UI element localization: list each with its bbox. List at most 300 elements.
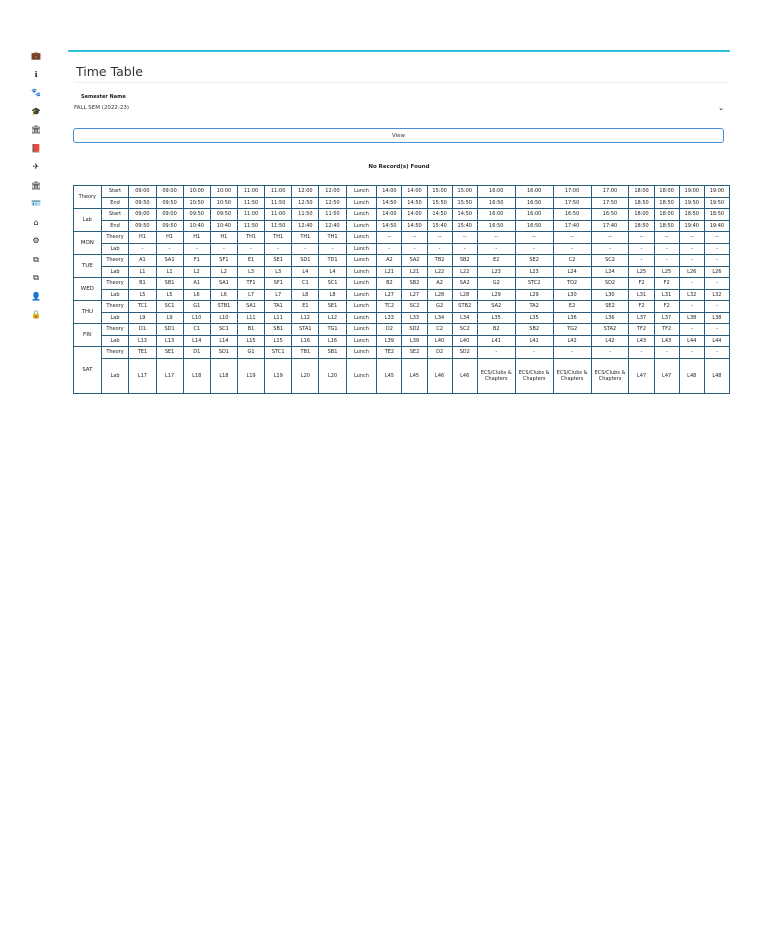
table-cell: C1	[292, 278, 319, 290]
table-cell: G1	[237, 347, 264, 359]
table-cell: C2	[553, 255, 591, 267]
table-cell: 18:00	[629, 209, 654, 221]
title-divider	[74, 82, 728, 83]
table-cell: 19:40	[679, 220, 704, 232]
row-label: Theory	[101, 278, 129, 290]
table-cell: SD1	[210, 347, 237, 359]
table-cell: L7	[237, 289, 264, 301]
table-cell: SF1	[265, 278, 292, 290]
home-icon[interactable]: ⌂	[33, 217, 39, 227]
table-cell: 14:00	[402, 186, 427, 198]
table-cell: -	[679, 324, 704, 336]
table-cell: L41	[515, 335, 553, 347]
table-cell: -	[704, 278, 729, 290]
institution-alt-icon[interactable]: 🏛	[30, 180, 42, 190]
table-cell: 19:00	[679, 186, 704, 198]
table-cell: L7	[265, 289, 292, 301]
lunch-cell: Lunch	[346, 243, 377, 255]
table-cell: SD1	[292, 255, 319, 267]
table-cell: L20	[319, 358, 346, 393]
table-cell: SA2	[402, 255, 427, 267]
network-alt-icon[interactable]: ⧉	[33, 273, 39, 282]
table-cell: 12:00	[319, 186, 346, 198]
table-cell: L18	[183, 358, 210, 393]
table-cell: STB1	[210, 301, 237, 313]
table-cell: H1	[210, 232, 237, 244]
table-cell: 17:00	[553, 186, 591, 198]
table-cell: E2	[477, 255, 515, 267]
table-cell: -	[553, 243, 591, 255]
table-cell: L38	[704, 312, 729, 324]
table-cell: D1	[129, 324, 156, 336]
table-cell: D1	[183, 347, 210, 359]
table-cell: 14:00	[377, 186, 402, 198]
table-cell: L26	[679, 266, 704, 278]
day-label: THU	[74, 301, 102, 324]
table-cell: 15:50	[427, 197, 452, 209]
table-cell: L44	[704, 335, 729, 347]
table-cell: L40	[452, 335, 477, 347]
table-cell: H1	[183, 232, 210, 244]
table-cell: E1	[237, 255, 264, 267]
table-cell: TF1	[237, 278, 264, 290]
table-cell: 11:50	[237, 197, 264, 209]
table-cell: F1	[183, 255, 210, 267]
table-cell: D2	[427, 347, 452, 359]
table-cell: 11:00	[237, 186, 264, 198]
row-label: Theory	[101, 232, 129, 244]
table-cell: SA1	[210, 278, 237, 290]
table-cell: 14:00	[402, 209, 427, 221]
table-cell: --	[377, 232, 402, 244]
table-cell: L28	[452, 289, 477, 301]
table-cell: 09:00	[129, 186, 156, 198]
table-cell: SA2	[452, 278, 477, 290]
table-cell: STC2	[515, 278, 553, 290]
table-cell: -	[377, 243, 402, 255]
row-label: End	[101, 197, 129, 209]
table-cell: L34	[452, 312, 477, 324]
table-cell: L22	[452, 266, 477, 278]
table-cell: 16:00	[477, 186, 515, 198]
table-cell: TH1	[319, 232, 346, 244]
table-cell: --	[553, 232, 591, 244]
table-cell: -	[265, 243, 292, 255]
table-cell: L33	[377, 312, 402, 324]
table-cell: --	[452, 232, 477, 244]
lunch-cell: Lunch	[346, 209, 377, 221]
table-cell: 11:50	[265, 220, 292, 232]
table-cell: 16:50	[515, 197, 553, 209]
table-cell: SB2	[402, 278, 427, 290]
lunch-cell: Lunch	[346, 186, 377, 198]
table-cell: 16:50	[477, 197, 515, 209]
row-label: Theory	[101, 301, 129, 313]
table-cell: -	[237, 243, 264, 255]
table-cell: 16:00	[515, 209, 553, 221]
table-cell: E1	[292, 301, 319, 313]
table-cell: -	[402, 243, 427, 255]
table-cell: 09:50	[210, 209, 237, 221]
table-cell: SC2	[452, 324, 477, 336]
paw-icon[interactable]: 🐾	[31, 88, 41, 97]
table-cell: L31	[629, 289, 654, 301]
table-cell: 14:50	[402, 197, 427, 209]
table-cell: L2	[210, 266, 237, 278]
table-cell: ECS/Clubs & Chapters	[477, 358, 515, 393]
table-cell: --	[402, 232, 427, 244]
table-cell: L1	[129, 266, 156, 278]
table-cell: STA1	[292, 324, 319, 336]
row-label: Lab	[101, 335, 129, 347]
table-cell: L22	[427, 266, 452, 278]
table-cell: 17:00	[591, 186, 629, 198]
table-cell: D2	[377, 324, 402, 336]
table-cell: -	[629, 347, 654, 359]
table-cell: L48	[679, 358, 704, 393]
table-cell: 19:00	[704, 186, 729, 198]
row-label: Theory	[101, 255, 129, 267]
table-cell: 18:50	[654, 197, 679, 209]
table-cell: 19:50	[679, 197, 704, 209]
table-cell: STB2	[452, 301, 477, 313]
table-cell: L44	[679, 335, 704, 347]
table-cell: TG1	[319, 324, 346, 336]
timetable-table	[73, 185, 730, 394]
table-cell: G2	[427, 301, 452, 313]
table-cell: TE1	[129, 347, 156, 359]
no-records-message: No Record(s) Found	[368, 164, 430, 170]
table-cell: 14:50	[402, 220, 427, 232]
table-cell: TC2	[377, 301, 402, 313]
table-cell: 11:00	[265, 209, 292, 221]
table-cell: -	[591, 243, 629, 255]
table-cell: C1	[183, 324, 210, 336]
table-cell: L13	[129, 335, 156, 347]
table-cell: 09:00	[129, 209, 156, 221]
table-cell: -	[679, 278, 704, 290]
lunch-cell: Lunch	[346, 301, 377, 313]
table-cell: L30	[553, 289, 591, 301]
table-cell: B2	[377, 278, 402, 290]
table-cell: L47	[654, 358, 679, 393]
table-cell: 18:00	[654, 186, 679, 198]
table-cell: 18:50	[704, 209, 729, 221]
table-cell: L4	[292, 266, 319, 278]
table-cell: -	[319, 243, 346, 255]
table-cell: L11	[265, 312, 292, 324]
table-cell: 17:40	[591, 220, 629, 232]
table-cell: 16:00	[515, 186, 553, 198]
table-cell: 18:50	[679, 209, 704, 221]
table-cell: --	[591, 232, 629, 244]
table-cell: L24	[591, 266, 629, 278]
table-cell: L13	[156, 335, 183, 347]
table-cell: SA1	[237, 301, 264, 313]
table-cell: F2	[654, 301, 679, 313]
table-cell: SC2	[591, 255, 629, 267]
table-cell: L39	[377, 335, 402, 347]
table-cell: -	[654, 243, 679, 255]
table-cell: -	[704, 243, 729, 255]
table-cell: TC1	[129, 301, 156, 313]
table-cell: L1	[156, 266, 183, 278]
table-cell: 11:50	[237, 220, 264, 232]
table-cell: --	[515, 232, 553, 244]
day-label: WED	[74, 278, 102, 301]
table-cell: TH1	[237, 232, 264, 244]
table-cell: L41	[477, 335, 515, 347]
table-cell: SA2	[477, 301, 515, 313]
lock-icon[interactable]: 🔒	[31, 310, 41, 319]
table-cell: --	[704, 232, 729, 244]
row-label: Lab	[101, 243, 129, 255]
row-label: Lab	[101, 266, 129, 278]
table-cell: L3	[237, 266, 264, 278]
table-cell: L36	[591, 312, 629, 324]
table-cell: -	[679, 301, 704, 313]
table-cell: -	[183, 243, 210, 255]
table-cell: ECS/Clubs & Chapters	[515, 358, 553, 393]
table-cell: L15	[265, 335, 292, 347]
semester-select[interactable]	[72, 102, 726, 115]
table-cell: -	[156, 243, 183, 255]
table-cell: L10	[183, 312, 210, 324]
table-cell: --	[679, 232, 704, 244]
row-label: Lab	[101, 289, 129, 301]
table-cell: L32	[679, 289, 704, 301]
table-cell: 16:50	[477, 220, 515, 232]
table-cell: 16:50	[553, 209, 591, 221]
table-cell: L8	[292, 289, 319, 301]
table-cell: SE1	[156, 347, 183, 359]
table-cell: 18:00	[629, 186, 654, 198]
table-cell: 14:50	[377, 197, 402, 209]
table-cell: 15:50	[452, 197, 477, 209]
table-cell: SB1	[319, 347, 346, 359]
table-cell: 11:00	[237, 209, 264, 221]
table-cell: F2	[654, 278, 679, 290]
id-card-icon[interactable]: 🪪	[31, 199, 41, 208]
table-cell: 16:50	[515, 220, 553, 232]
table-cell: L35	[515, 312, 553, 324]
chevron-down-icon: ⌄	[718, 104, 724, 112]
institution-icon[interactable]: 🏛	[30, 125, 42, 134]
table-cell: -	[210, 243, 237, 255]
row-label: Lab	[101, 358, 129, 393]
table-cell: SD1	[156, 324, 183, 336]
table-cell: 15:00	[452, 186, 477, 198]
table-cell: 14:50	[452, 209, 477, 221]
lunch-cell: Lunch	[346, 220, 377, 232]
table-cell: SA1	[156, 255, 183, 267]
table-cell: L39	[402, 335, 427, 347]
lunch-cell: Lunch	[346, 278, 377, 290]
lunch-cell: Lunch	[346, 197, 377, 209]
view-button[interactable]: View	[73, 128, 724, 143]
table-cell: L34	[427, 312, 452, 324]
timetable-card	[68, 50, 730, 432]
table-cell: -	[679, 347, 704, 359]
table-cell: 09:50	[156, 220, 183, 232]
table-cell: C2	[427, 324, 452, 336]
info-icon[interactable]: ℹ	[34, 69, 38, 79]
table-cell: SD2	[402, 324, 427, 336]
table-cell: L27	[402, 289, 427, 301]
table-cell: 17:40	[553, 220, 591, 232]
table-cell: L16	[319, 335, 346, 347]
table-cell: L6	[183, 289, 210, 301]
table-cell: H1	[156, 232, 183, 244]
table-cell: 18:50	[629, 197, 654, 209]
table-cell: 10:50	[183, 197, 210, 209]
table-cell: 10:50	[210, 197, 237, 209]
table-cell: TH1	[265, 232, 292, 244]
table-cell: 12:50	[292, 197, 319, 209]
day-label: TUE	[74, 255, 102, 278]
table-cell: SB2	[515, 324, 553, 336]
table-cell: L21	[377, 266, 402, 278]
table-cell: G1	[183, 301, 210, 313]
table-cell: L36	[553, 312, 591, 324]
table-cell: ECS/Clubs & Chapters	[591, 358, 629, 393]
table-cell: SC1	[319, 278, 346, 290]
table-cell: 15:40	[452, 220, 477, 232]
table-cell: SC1	[210, 324, 237, 336]
table-cell: 12:50	[319, 197, 346, 209]
table-cell: 17:50	[553, 197, 591, 209]
table-cell: SE2	[515, 255, 553, 267]
table-cell: TE2	[377, 347, 402, 359]
plane-icon[interactable]: ✈	[32, 162, 40, 171]
table-cell: L25	[654, 266, 679, 278]
table-cell: L6	[210, 289, 237, 301]
table-cell: L48	[704, 358, 729, 393]
table-cell: 18:50	[654, 220, 679, 232]
table-cell: L42	[553, 335, 591, 347]
table-cell: L8	[319, 289, 346, 301]
table-cell: L23	[515, 266, 553, 278]
table-cell: -	[591, 347, 629, 359]
table-cell: SE1	[319, 301, 346, 313]
table-cell: L38	[679, 312, 704, 324]
table-cell: -	[704, 301, 729, 313]
table-cell: L31	[654, 289, 679, 301]
lunch-cell: Lunch	[346, 347, 377, 359]
table-cell: -	[427, 243, 452, 255]
table-cell: TH1	[292, 232, 319, 244]
table-cell: L14	[210, 335, 237, 347]
table-cell: L19	[265, 358, 292, 393]
table-cell: -	[629, 255, 654, 267]
lunch-cell: Lunch	[346, 232, 377, 244]
table-cell: 10:40	[210, 220, 237, 232]
table-cell: ECS/Clubs & Chapters	[553, 358, 591, 393]
table-cell: L29	[515, 289, 553, 301]
day-label: FRI	[74, 324, 102, 347]
book-icon[interactable]: 📕	[31, 143, 41, 153]
user-icon[interactable]: 👤	[31, 291, 41, 301]
row-label: End	[101, 220, 129, 232]
table-cell: TA2	[515, 301, 553, 313]
table-cell: 09:50	[129, 220, 156, 232]
table-cell: -	[477, 347, 515, 359]
table-cell: B1	[237, 324, 264, 336]
table-cell: L40	[427, 335, 452, 347]
lunch-cell: Lunch	[346, 255, 377, 267]
table-cell: L16	[292, 335, 319, 347]
table-cell: 10:40	[183, 220, 210, 232]
table-cell: A1	[129, 255, 156, 267]
lunch-cell: Lunch	[346, 266, 377, 278]
table-cell: L11	[237, 312, 264, 324]
table-cell: F2	[629, 301, 654, 313]
table-cell: SB1	[265, 324, 292, 336]
table-cell: -	[704, 347, 729, 359]
table-cell: STC1	[265, 347, 292, 359]
table-cell: -	[679, 255, 704, 267]
table-cell: -	[515, 347, 553, 359]
theory-header: Theory	[74, 186, 102, 209]
table-cell: -	[129, 243, 156, 255]
table-cell: 09:00	[156, 186, 183, 198]
table-cell: L47	[629, 358, 654, 393]
table-cell: L24	[553, 266, 591, 278]
briefcase-icon[interactable]: 💼	[31, 51, 41, 60]
network-icon[interactable]: ⧉	[33, 254, 39, 264]
table-cell: L37	[629, 312, 654, 324]
lunch-cell: Lunch	[346, 358, 377, 393]
table-cell: TG2	[553, 324, 591, 336]
table-cell: -	[629, 243, 654, 255]
table-cell: L17	[156, 358, 183, 393]
table-cell: L12	[319, 312, 346, 324]
table-cell: L45	[402, 358, 427, 393]
day-label: MON	[74, 232, 102, 255]
table-cell: L26	[704, 266, 729, 278]
table-cell: L28	[427, 289, 452, 301]
table-cell: --	[629, 232, 654, 244]
table-cell: L5	[156, 289, 183, 301]
table-cell: 12:40	[319, 220, 346, 232]
table-cell: B2	[477, 324, 515, 336]
settings-icon[interactable]: ⚙	[32, 236, 40, 245]
table-cell: SF1	[210, 255, 237, 267]
table-cell: 15:40	[427, 220, 452, 232]
table-cell: 09:50	[129, 197, 156, 209]
table-cell: A2	[377, 255, 402, 267]
table-cell: L10	[210, 312, 237, 324]
table-cell: TB2	[427, 255, 452, 267]
row-label: Lab	[101, 312, 129, 324]
table-cell: A2	[427, 278, 452, 290]
table-cell: TD2	[553, 278, 591, 290]
table-cell: L18	[210, 358, 237, 393]
table-cell: 10:00	[210, 186, 237, 198]
table-cell: L30	[591, 289, 629, 301]
lunch-cell: Lunch	[346, 289, 377, 301]
table-cell: L43	[629, 335, 654, 347]
table-cell: 15:00	[427, 186, 452, 198]
row-label: Start	[101, 186, 129, 198]
table-cell: B1	[129, 278, 156, 290]
table-cell: 18:00	[654, 209, 679, 221]
table-cell: 09:00	[156, 209, 183, 221]
graduation-cap-icon[interactable]: 🎓	[31, 106, 41, 116]
table-cell: -	[654, 347, 679, 359]
table-cell: 12:00	[292, 186, 319, 198]
table-cell: L25	[629, 266, 654, 278]
